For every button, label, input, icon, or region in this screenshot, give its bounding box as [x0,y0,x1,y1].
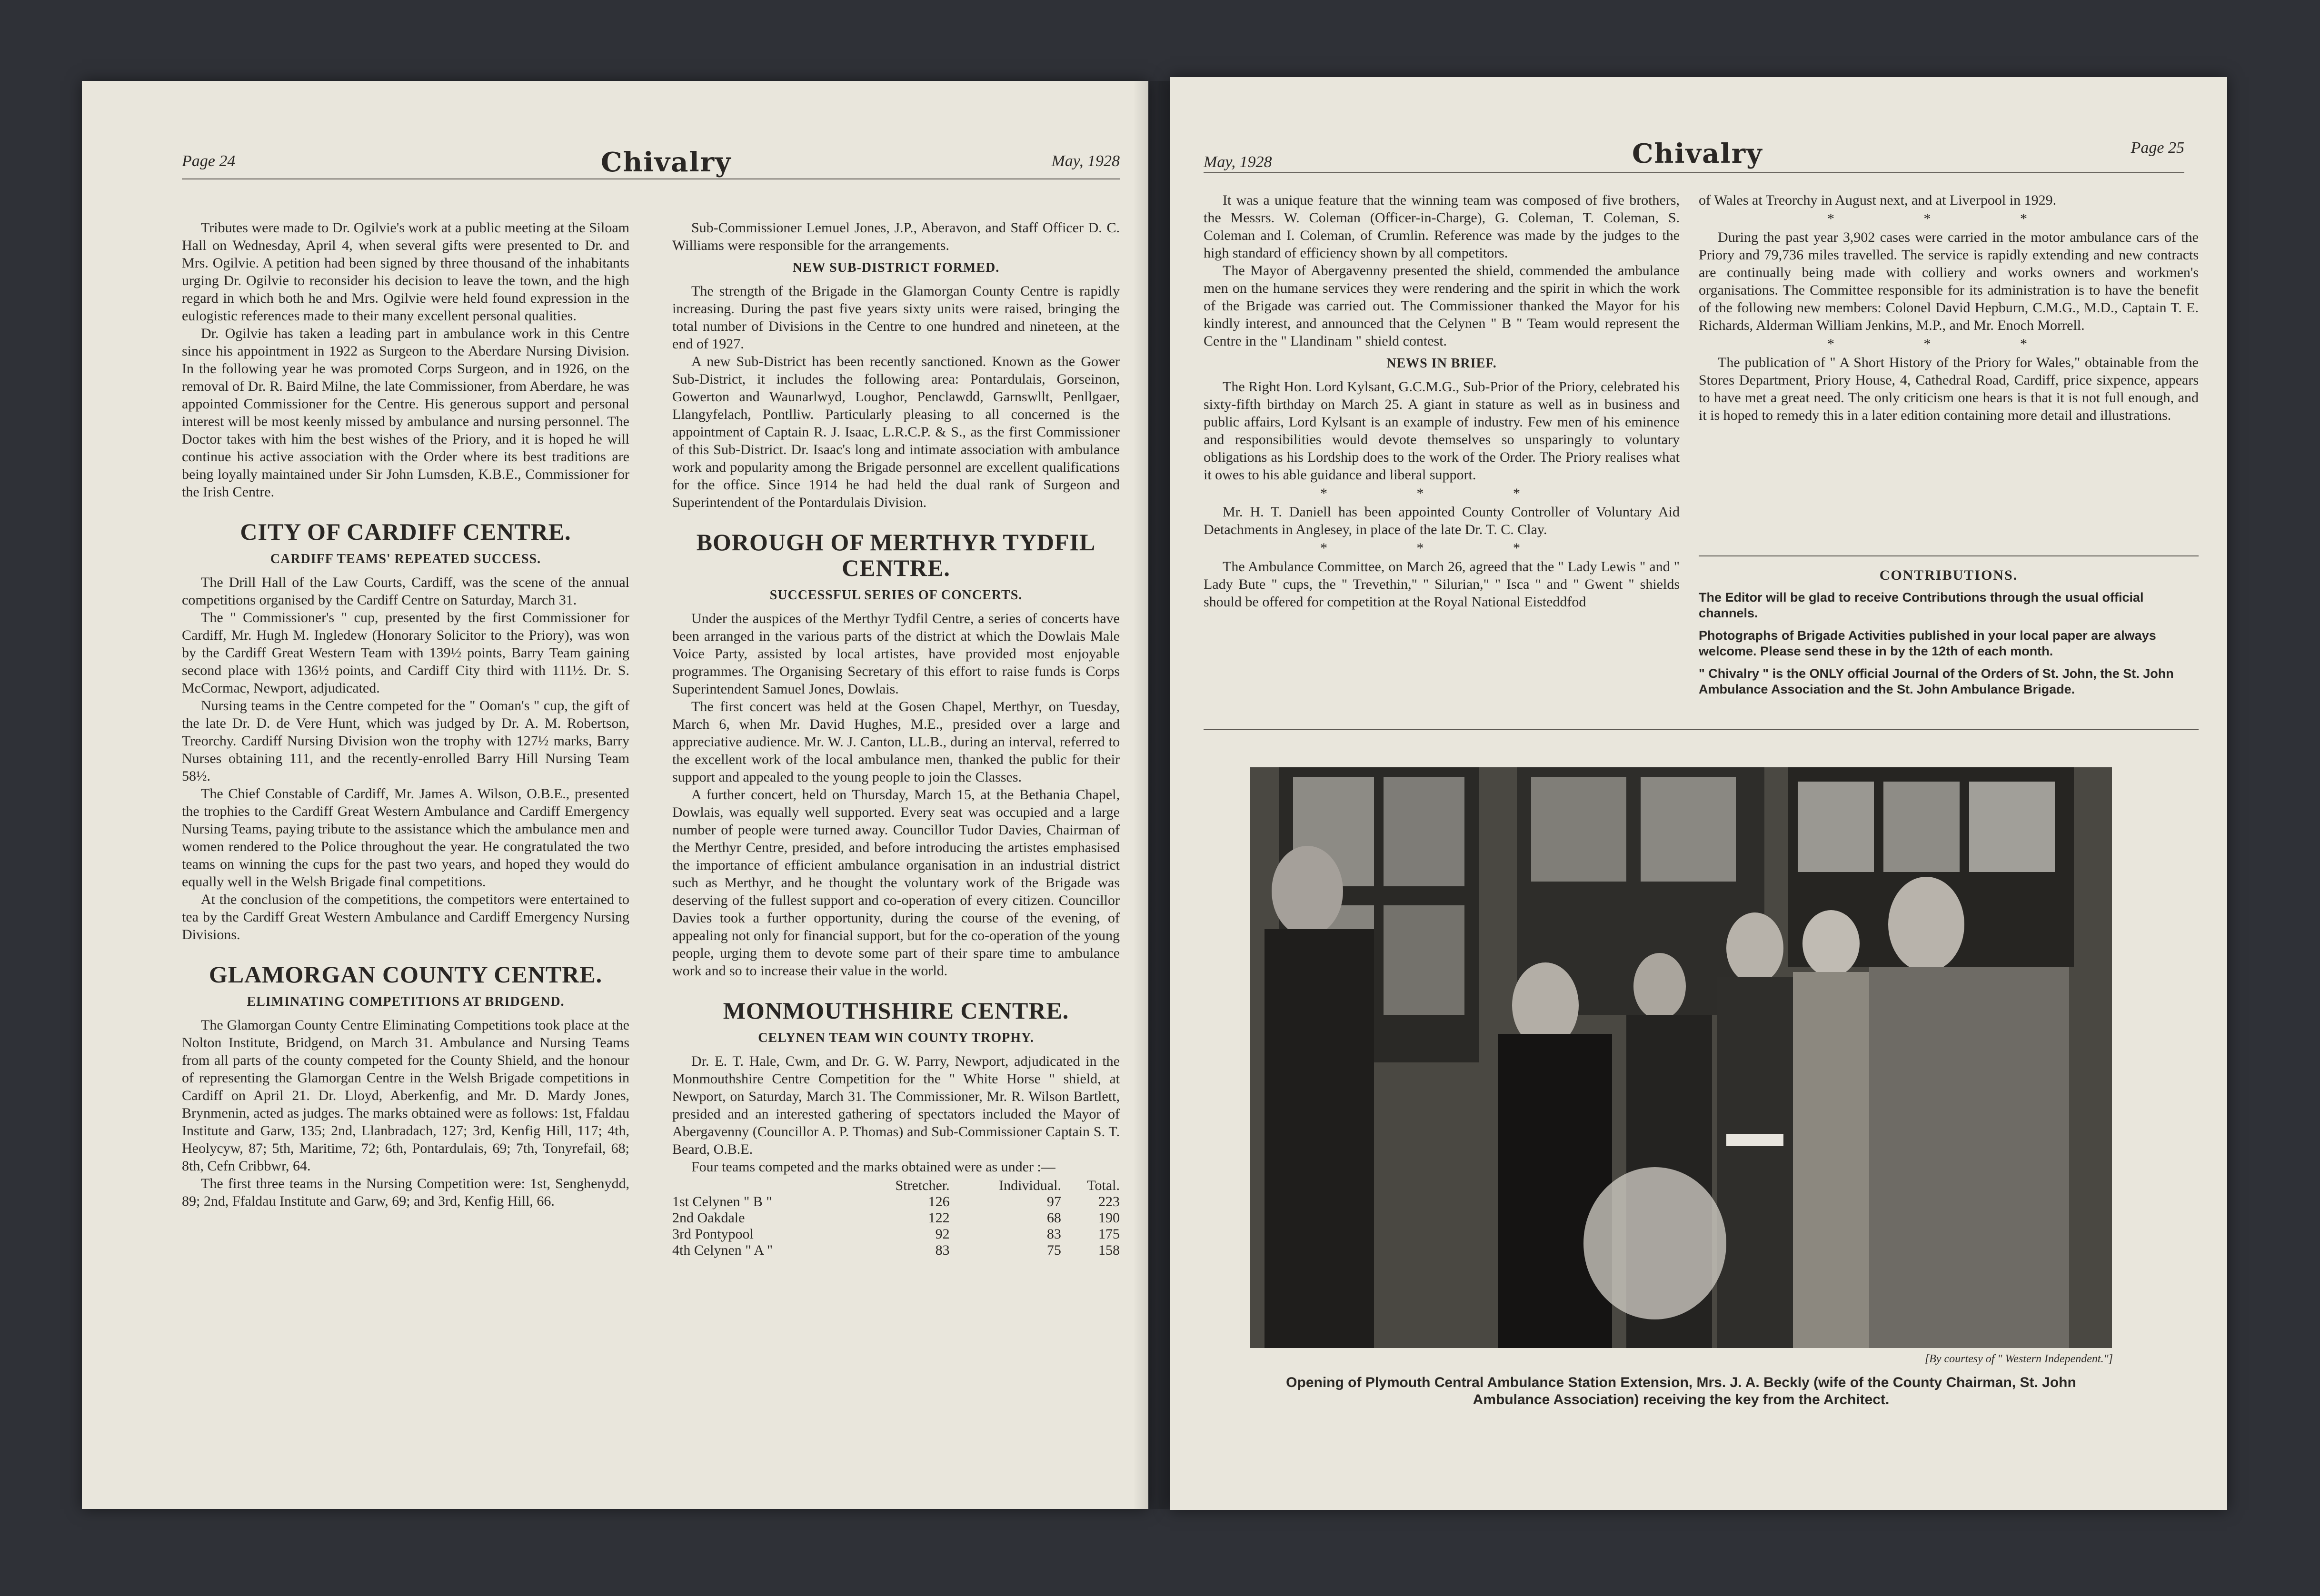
section-subheading: ELIMINATING COMPETITIONS AT BRIDGEND. [247,994,565,1009]
photo-top-rule [1204,729,2199,730]
table-cell: 92 [935,1226,950,1242]
paragraph: Dr. Ogilvie has taken a leading part in ambulance work in this Centre since his appointment in 1922 as Surgeon to the Aberdare Nursing Division. In the following year he was promoted Corps Surgeon, and in 1926, on the removal of Dr. R. Baird Milne, the late Commissioner, from Aberdare, he was appointed Commissioner for the Centre. His generous support and personal interest will be most keenly missed by ambulance and nursing personnel. The Doctor takes with him the best wishes of the Priory, and it is hoped he will continue his active association with the Order where its best traditions are being loyally maintained under Sir John Lumsden, K.B.E., Commissioner for the Irish Centre. [182,326,629,500]
paragraph: The Mayor of Abergavenny presented the shield, commended the ambulance men on the humane services they were rendering and the spirit in which the work of the Brigade was carried out. The Commissioner thanked the Mayor for his kindly interest, and announced that the Celynen " B " Team would represent the Centre in the " Llandinam " shield contest. [1204,263,1680,349]
section-divider-stars: * * * [1320,486,1563,501]
table-cell: 83 [935,1242,950,1258]
paragraph: Under the auspices of the Merthyr Tydfil Centre, a series of concerts have been arranged in the various parts of the district at which the Dowlais Male Voice Party, assisted by local artistes, have provided most enjoyable programmes. The Organising Secretary of this effort to raise funds is Corps Superintendent Samuel Jones, Dowlais. [672,611,1120,697]
contributions-item: " Chivalry " is the ONLY official Journal of the Orders of St. John, the St. John Ambulance Association and the St. John Ambulance Brigade. [1699,666,2174,696]
paragraph: Mr. H. T. Daniell has been appointed County Controller of Voluntary Aid Detachments in Anglesey, in place of the late Dr. T. C. Clay. [1204,504,1680,537]
table-header-cell: Stretcher. [895,1178,950,1193]
header-rule [1204,172,2184,173]
table-cell: 190 [1098,1210,1120,1226]
table-header-cell: Total. [1087,1178,1120,1193]
table-header-cell [672,1178,852,1194]
contributions-item: Photographs of Brigade Activities published in your local paper are always welcome. Please send these in by the 12th of each month. [1699,628,2156,658]
section-subheading: CELYNEN TEAM WIN COUNTY TROPHY. [758,1031,1034,1045]
right-column-2 [1699,191,2199,424]
table-cell: 175 [1098,1226,1120,1242]
paragraph: The Ambulance Committee, on March 26, agreed that the " Lady Lewis " and " Lady Bute " cups, the " Trevethin," " Silurian," " Isca " and " Gwent " shields should be offered for competition at the Royal National Eisteddfod [1204,559,1680,610]
paragraph: Dr. E. T. Hale, Cwm, and Dr. G. W. Parry, Newport, adjudicated in the Monmouthshire Centre Competition for the " White Horse " shield, at Newport, on Saturday, March 31. The Commissioner, Mr. R. Wilson Bartlett, presided and an interested gathering of spectators included the Mayor of Abergavenny (Councillor A. P. Thomas) and Sub-Commissioner Captain S. T. Beard, O.B.E. [672,1053,1120,1157]
photograph [1250,767,2112,1348]
section-heading: CITY OF CARDIFF CENTRE. [240,518,571,545]
paragraph: A new Sub-District has been recently sanctioned. Known as the Gower Sub-District, it includes the following area: Pontardulais, Gorseinon, Gowerton and Waunarlwyd, Loughor, Penclawdd, Garnswllt, Penllgaer, Llangyfelach, Pontlliw. Particularly pleasing to all concerned is the appointment of Captain R. J. Isaac, L.R.C.P. & S., as the first Commissioner of this Sub-District. Dr. Isaac's long and intimate association with ambulance work and popularity among the Brigade personnel are excellent qualifications for the office. Since 1914 he had held the dual rank of Surgeon and Superintendent of the Pontardulais Division. [672,354,1120,510]
paragraph: The first three teams in the Nursing Competition were: 1st, Senghenydd, 89; 2nd, Ffaldau Institute and Garw, 69; and 3rd, Kenfig Hill, 66. [182,1176,629,1209]
masthead: Chivalry [601,147,732,178]
left-column-1 [182,219,629,1210]
section-divider-stars: * * * [1827,336,2070,352]
paragraph: The Glamorgan County Centre Eliminating Competitions took place at the Nolton Institute, Bridgend, on March 31. Ambulance and Nursing Teams from all parts of the county competed for the County Shield, and the honour of representing the Glamorgan Centre in the Welsh Brigade competitions in Cardiff on April 21. Dr. Lloyd, Aberkenfig, and Mr. D. Mardy Jones, Brynmenin, acted as judges. The marks obtained were as follows: 1st, Ffaldau Institute and Garw, 135; 2nd, Llanbradach, 127; 3rd, Kenfig Hill, 117; 4th, Heolycyw, 87; 5th, Maritime, 72; 6th, Pontardulais, 69; 7th, Tonyrefail, 68; 8th, Cefn Cribbwr, 64. [182,1017,629,1174]
section-subheading: SUCCESSFUL SERIES OF CONCERTS. [769,588,1023,603]
header-rule [182,178,1120,179]
section-divider-stars: * * * [1827,211,2070,227]
paragraph: The strength of the Brigade in the Glamorgan County Centre is rapidly increasing. During the past five years sixty units were raised, bringing the total number of Divisions in the Centre to one hundred and nineteen, at the end of 1927. [672,283,1120,352]
section-subheading: NEWS IN BRIEF. [1386,356,1497,371]
table-cell: 83 [1046,1226,1061,1242]
section-subheading: CARDIFF TEAMS' REPEATED SUCCESS. [270,552,541,566]
table-cell: 158 [1098,1242,1120,1258]
paragraph: Four teams competed and the marks obtained were as under :— [691,1159,1055,1175]
contributions-heading: CONTRIBUTIONS. [1879,567,2018,583]
table-cell: 122 [928,1210,950,1226]
table-header-cell: Individual. [999,1178,1061,1193]
table-cell: 223 [1098,1194,1120,1209]
section-heading: BOROUGH OF MERTHYR TYDFIL CENTRE. [696,529,1096,581]
paragraph: The Chief Constable of Cardiff, Mr. James A. Wilson, O.B.E., presented the trophies to the Cardiff Great Western Ambulance and Cardiff Emergency Nursing Teams, paying tribute to the assistance which the ambulance men and women rendered to the Police throughout the year. He congratulated the two teams on winning the cups for the past two years, and hoped they would do equally well in the Welsh Brigade final competitions. [182,786,629,890]
table-header-row [672,1178,1120,1194]
table-row [672,1210,1120,1226]
paragraph: The Drill Hall of the Law Courts, Cardiff, was the scene of the annual competitions organised by the Cardiff Centre on Saturday, March 31. [182,575,629,608]
photo-credit: [By courtesy of " Western Independent."] [1924,1353,2113,1365]
paragraph: The " Commissioner's " cup, presented by the first Commissioner for Cardiff, Mr. Hugh M. Ingledew (Honorary Solicitor to the Priory), was won by the Cardiff Great Western Team with 139½ points, Barry Team gaining second place with 136½ points, and Cardiff City third with 111½. Dr. S. McCormac, Newport, adjudicated. [182,610,629,696]
table-row [672,1226,1120,1242]
table-cell: 2nd Oakdale [672,1210,745,1226]
table-cell: 4th Celynen " A " [672,1242,773,1258]
table-row [672,1242,1120,1259]
paragraph: The first concert was held at the Gosen Chapel, Merthyr, on Tuesday, March 6, when Mr. David Hughes, M.E., presided over a large and appreciative audience. Mr. W. J. Canton, LL.B., during an interval, referred to the excellent work of the local ambulance men, thanked the public for their support and appealed to the young people to join the Classes. [672,699,1120,785]
right-column-1 [1204,191,1680,611]
left-column-2 [672,219,1120,1259]
contributions-item: The Editor will be glad to receive Contributions through the usual official channels. [1699,590,2144,620]
paragraph: During the past year 3,902 cases were carried in the motor ambulance cars of the Priory and 79,736 miles travelled. The service is rapidly extending and new contracts are continually being made with colliery and works owners and workmen's organisations. The Committee responsible for its administration is to have the benefit of the following new members: Colonel David Hepburn, C.M.G., M.D., Captain T. E. Richards, Alderman William Jenkins, M.P., and Mr. Enoch Morrell. [1699,229,2199,333]
right-page [1170,77,2227,1510]
photo-caption: Opening of Plymouth Central Ambulance Station Extension, Mrs. J. A. Beckly (wife of the County Chairman, St. John Ambulance Association) receiving the key from the Architect. [1286,1375,2076,1408]
issue-date: May, 1928 [1204,153,1272,171]
page-number: Page 24 [182,152,236,170]
paragraph: It was a unique feature that the winning team was composed of five brothers, the Messrs. W. Coleman (Officer-in-Charge), G. Coleman, T. Coleman, S. Coleman and I. Coleman, of Crumlin. Reference was made by the judges to the high standard of efficiency shown by all competitors. [1204,192,1680,261]
table-row [672,1194,1120,1210]
left-page-header [182,147,1120,181]
paragraph: The Right Hon. Lord Kylsant, G.C.M.G., Sub-Prior of the Priory, celebrated his sixty-fifth birthday on March 25. A giant in stature as well as in business and public affairs, Lord Kylsant is an example of industry. Few men of his eminence and responsibilities would devote themselves so unsparingly to voluntary obligations as his Lordship does to the work of the Order. The Priory realises what it owes to his able guidance and liberal support. [1204,379,1680,483]
table-cell: 75 [1046,1242,1061,1258]
paragraph: Sub-Commissioner Lemuel Jones, J.P., Aberavon, and Staff Officer D. C. Williams were responsible for the arrangements. [672,220,1120,253]
paragraph: Tributes were made to Dr. Ogilvie's work at a public meeting at the Siloam Hall on Wednesday, April 4, when several gifts were presented to Dr. and Mrs. Ogilvie. A petition had been signed by three thousand of the inhabitants urging Dr. Ogilvie to reconsider his decision to leave the town, and the high regard in which both he and Mrs. Ogilvie were held found expression in the eulogistic references made to their many excellent personal qualities. [182,220,629,324]
issue-date: May, 1928 [1051,152,1120,170]
section-subheading: NEW SUB-DISTRICT FORMED. [792,260,1000,275]
table-cell: 1st Celynen " B " [672,1194,772,1209]
section-heading: MONMOUTHSHIRE CENTRE. [723,997,1069,1024]
paragraph: A further concert, held on Thursday, March 15, at the Bethania Chapel, Dowlais, was equally well supported. Every seat was occupied and a large number of people were turned away. Councillor Tudor Davies, Chairman of the Merthyr Centre, presided, and before introducing the artistes emphasised the importance of efficient ambulance organisation in an industrial district such as Merthyr, and he thought the voluntary work of the Brigade was deserving of the fullest support and co-operation of every citizen. Councillor Davies took a further opportunity, during the course of the evening, of appealing not only for financial support, but for the co-operation of the young people, urging them to devote some part of their spare time to ambulance work and so to increase their value in the world. [672,787,1120,979]
left-page [82,81,1148,1509]
paragraph: The publication of " A Short History of the Priory for Wales," obtainable from the Stores Department, Priory House, 4, Cathedral Road, Cardiff, price sixpence, appears to have met a great need. The only criticism one hears is that it is not full enough, and it is hoped to remedy this in a later edition containing more detail and illustrations. [1699,355,2199,423]
table-cell: 68 [1046,1210,1061,1226]
results-table [672,1178,1120,1259]
contributions-box [1699,567,2199,704]
table-cell: 126 [928,1194,950,1209]
photograph-image [1250,767,2112,1348]
paragraph: At the conclusion of the competitions, the competitors were entertained to tea by the Cardiff Great Western Ambulance and Cardiff Emergency Nursing Divisions. [182,892,629,942]
table-cell: 3rd Pontypool [672,1226,754,1242]
table-cell: 97 [1046,1194,1061,1209]
page-number: Page 25 [2131,139,2184,157]
section-divider-stars: * * * [1320,540,1563,556]
section-heading: GLAMORGAN COUNTY CENTRE. [209,961,603,988]
contributions-top-rule [1699,555,2199,556]
paragraph: of Wales at Treorchy in August next, and at Liverpool in 1929. [1699,192,2057,208]
paragraph: Nursing teams in the Centre competed for the " Ooman's " cup, the gift of the late Dr. D. de Vere Hunt, which was judged by Dr. A. M. Robertson, Treorchy. Cardiff Nursing Division won the trophy with 127½ marks, Barry Nurses obtaining 111, and the recently-enrolled Barry Hill Nursing Team 58½. [182,698,629,784]
right-page-header [1204,138,2184,172]
masthead: Chivalry [1632,138,1763,169]
